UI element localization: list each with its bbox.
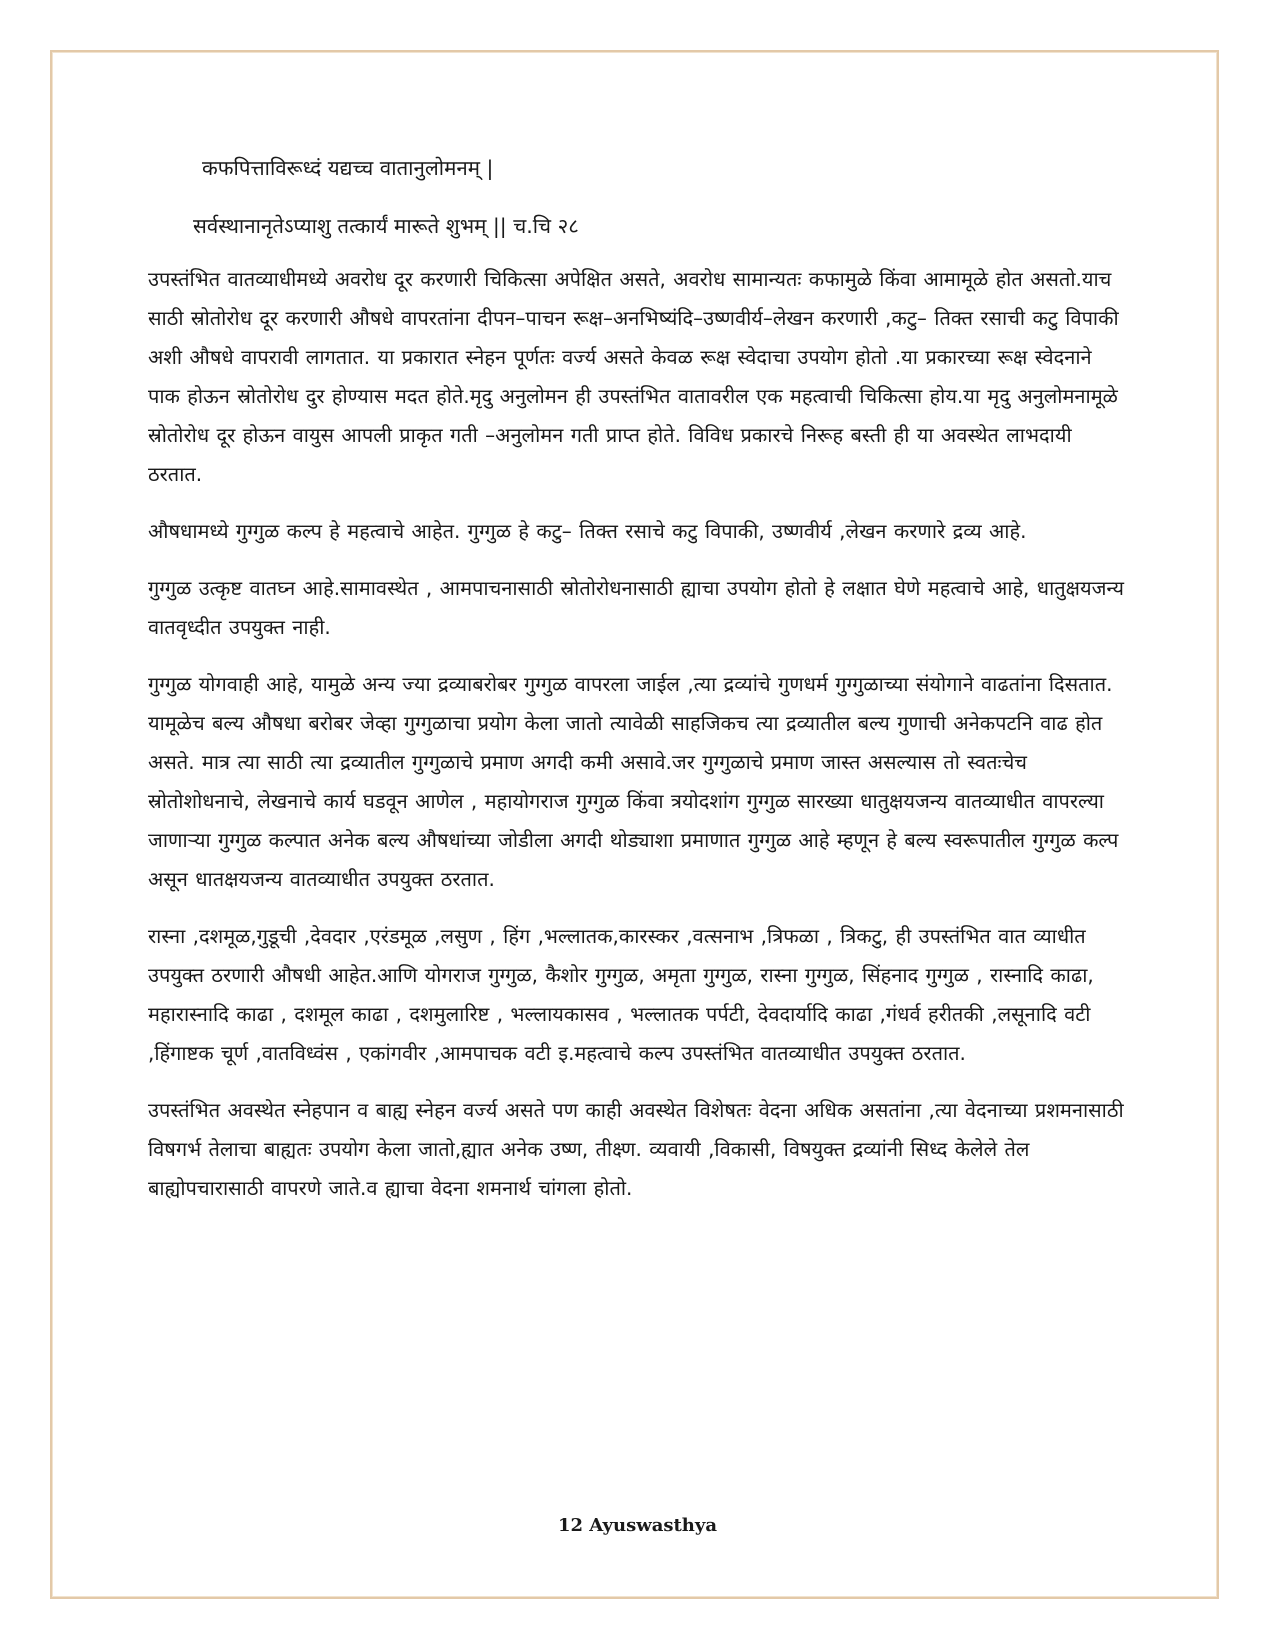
verse-line-1: कफपित्ताविरूध्दं यद्यच्च वातानुलोमनम् | xyxy=(202,156,494,180)
paragraph-treatment: उपस्तंभित वातव्याधीमध्ये अवरोध दूर करणारी चिकित्सा अपेक्षित असते, अवरोध सामान्यतः कफामुळे किंवा आमामूळे होत असतो.याच साठी स्रोतोरोध दूर करणारी औषधे वापरतांना दीपन–पाचन रूक्ष–अनभिष्यंदि–उष्णवीर्य–लेखन करणारी ,कटु– तिक्त रसाची कटु विपाकी अशी औषधे वापरावी लागतात. या प्रकारात स्नेहन पूर्णतः वर्ज्य असते केवळ रूक्ष स्वेदाचा उपयोग होतो .या प्रकारच्या रूक्ष स्वेदनाने पाक होऊन स्रोतोरोध दुर होण्यास मदत होते.मृदु अनुलोमन ही उपस्तंभित वातावरील एक महत्वाची चिकित्सा होय.या मृदु अनुलोमनामूळे स्रोतोरोध दूर होऊन वायुस आपली प्राकृत गती –अनुलोमन गती प्राप्त होते. विविध प्रकारचे निरूह बस्ती ही या अवस्थेत लाभदायी ठरतात. xyxy=(148,267,1119,486)
page-footer: 12 Ayuswasthya xyxy=(557,1515,718,1536)
paragraph-snehan: उपस्तंभित अवस्थेत स्नेहपान व बाह्य स्नेहन वर्ज्य असते पण काही अवस्थेत विशेषतः वेदना अधिक असतांना ,त्या वेदनाच्या प्रशमनासाठी विषगर्भ तेलाचा बाह्यतः उपयोग केला जातो,ह्यात अनेक उष्ण, तीक्ष्ण. व्यवायी ,विकासी, विषयुक्त द्रव्यांनी सिध्द केलेले तेल बाह्योपचारासाठी वापरणे जाते.व ह्याचा वेदना शमनार्थ चांगला होतो. xyxy=(148,1098,1124,1200)
paragraph-medicines-list: रास्ना ,दशमूळ,गुडूची ,देवदार ,एरंडमूळ ,लसुण , हिंग ,भल्लातक,कारस्कर ,वत्सनाभ ,त्रिफळा , त्रिकटु, ही उपस्तंभित वात व्याधीत उपयुक्त ठरणारी औषधी आहेत.आणि योगराज गुग्गुळ, कैशोर गुग्गुळ, अमृता गुग्गुळ, रास्ना गुग्गुळ, सिंहनाद गुग्गुळ , रास्नादि काढा, महारास्नादि काढा , दशमूल काढा , दशमुलारिष्ट , भल्लायकासव , भल्लातक पर्पटी, देवदार्यादि काढा ,गंधर्व हरीतकी ,लसूनादि वटी ,हिंगाष्टक चूर्ण ,वातविध्वंस , एकांगवीर ,आमपाचक वटी इ.महत्वाचे कल्प उपस्तंभित वातव्याधीत उपयुक्त ठरतात. xyxy=(148,924,1094,1065)
verse-line-2: सर्वस्थानानृतेऽप्याशु तत्कार्यं मारूते शुभम् || च.चि २८ xyxy=(193,214,579,238)
paragraph-guggul-yogavahi: गुग्गुळ योगवाही आहे, यामुळे अन्य ज्या द्रव्याबरोबर गुग्गुळ वापरला जाईल ,त्या द्रव्यांचे गुणधर्म गुग्गुळाच्या संयोगाने वाढतांना दिसतात. यामूळेच बल्य औषधा बरोबर जेव्हा गुग्गुळाचा प्रयोग केला जातो त्यावेळी साहजिकच त्या द्रव्यातील बल्य गुणाची अनेकपटनि वाढ होत असते. मात्र त्या साठी त्या द्रव्यातील गुग्गुळाचे प्रमाण अगदी कमी असावे.जर गुग्गुळाचे प्रमाण जास्त असल्यास तो स्वतःचेच स्रोतोशोधनाचे, लेखनाचे कार्य घडवून आणेल , महायोगराज गुग्गुळ किंवा त्रयोदशांग गुग्गुळ सारख्या धातुक्षयजन्य वातव्याधीत वापरल्या जाणाऱ्या गुग्गुळ कल्पात अनेक बल्य औषधांच्या जोडीला अगदी थोड्याशा प्रमाणात गुग्गुळ आहे म्हणून हे बल्य स्वरूपातील गुग्गुळ कल्प असून धातक्षयजन्य वातव्याधीत उपयुक्त ठरतात. xyxy=(148,672,1119,891)
paragraph-guggul-intro: औषधामध्ये गुग्गुळ कल्प हे महत्वाचे आहेत. गुग्गुळ हे कटु– तिक्त रसाचे कटु विपाकी, उष्णवीर्य ,लेखन करणारे द्रव्य आहे. xyxy=(148,519,1027,543)
paragraph-guggul-vataghna: गुग्गुळ उत्कृष्ट वातघ्न आहे.सामावस्थेत , आमपाचनासाठी स्रोतोरोधनासाठी ह्याचा उपयोग होतो हे लक्षात घेणे महत्वाचे आहे, धातुक्षयजन्य वातवृध्दीत उपयुक्त नाही. xyxy=(148,576,1124,639)
page-content xyxy=(148,150,1128,1226)
